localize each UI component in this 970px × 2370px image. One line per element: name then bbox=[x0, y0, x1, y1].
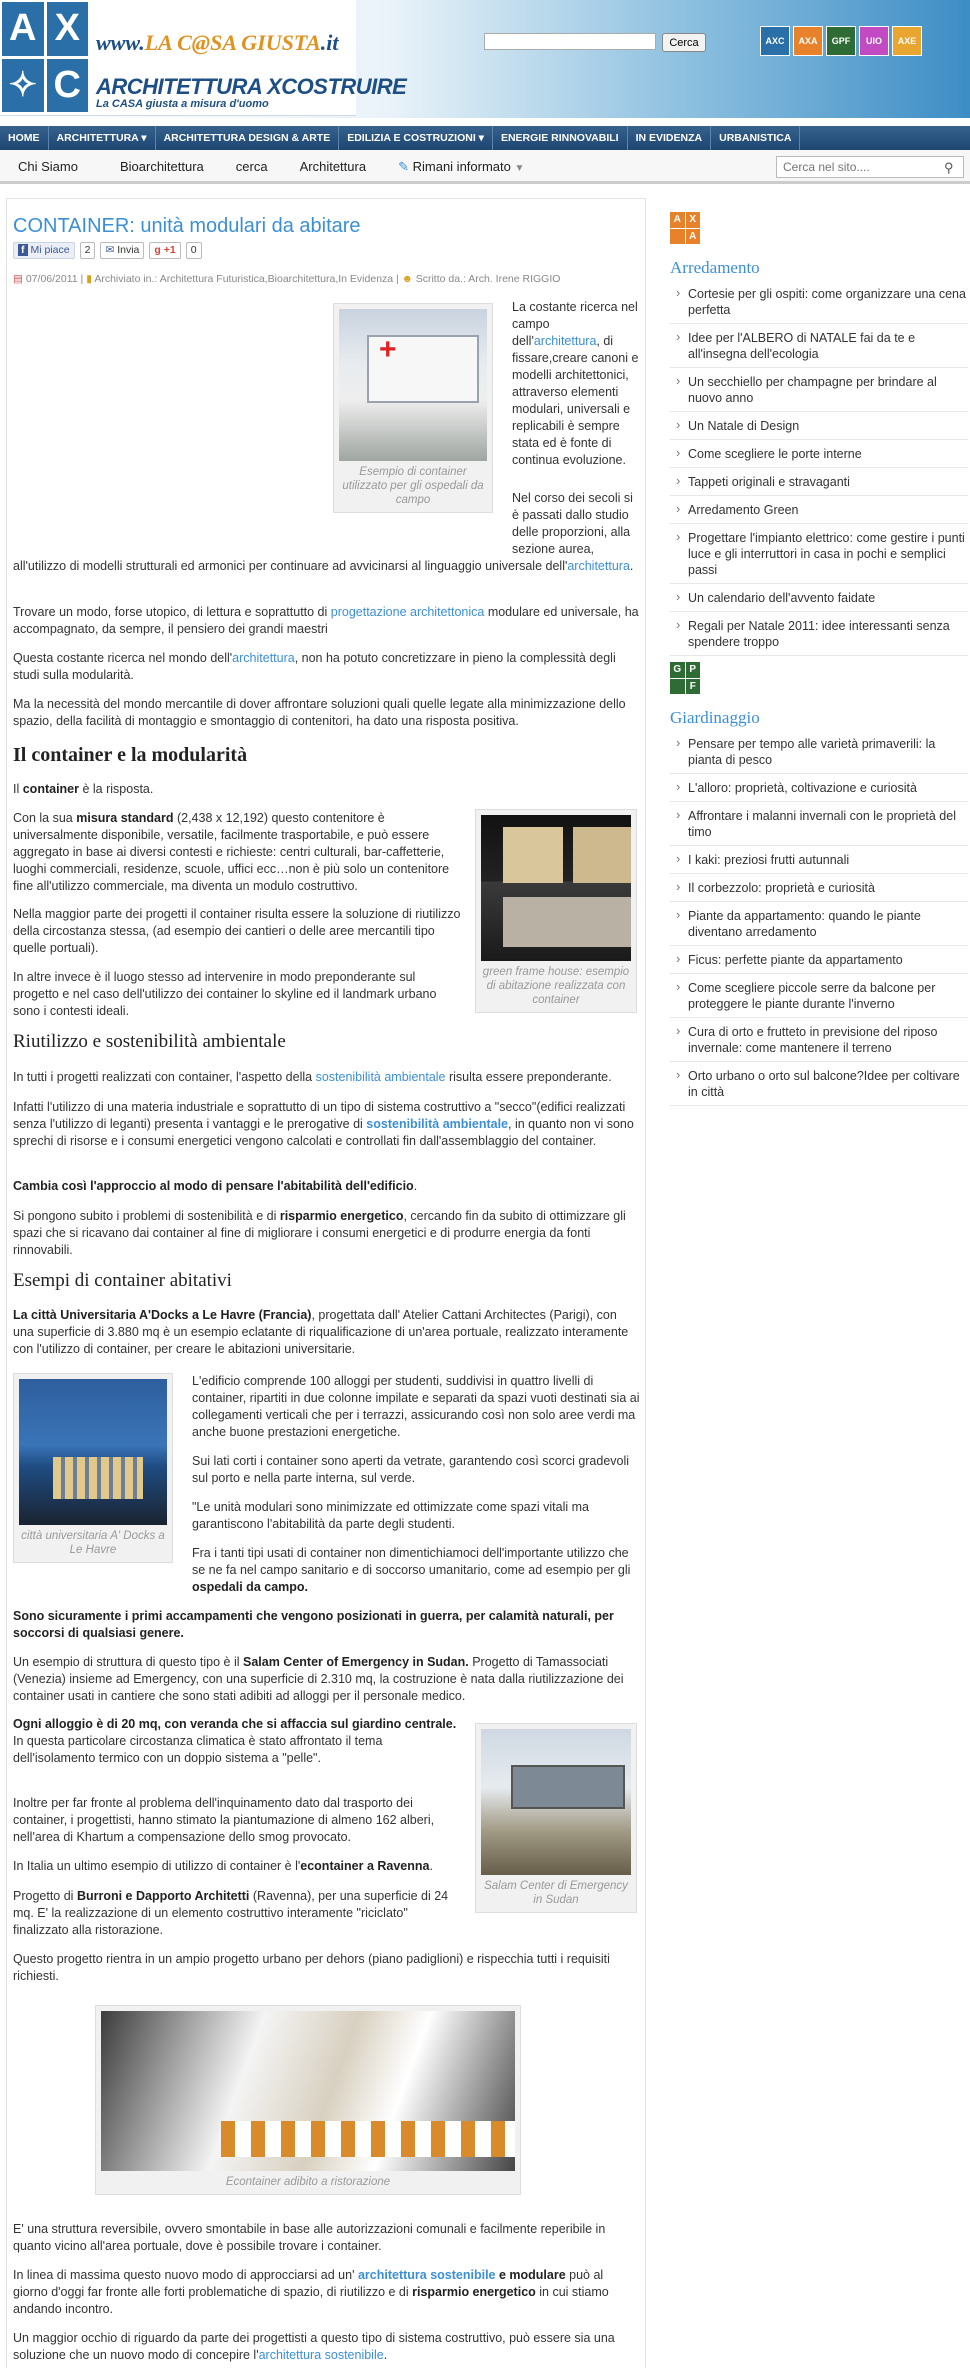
paragraph: Un esempio di struttura di questo tipo è il Salam Center of Emergency in Sudan. Progetto di Tamassociati (Venezia) insieme ad Emergency, con una superficie di 2.310 mq, la costruzione è nata dalla riutilizzazione dei container usati in cantiere che sono stati adibiti ad alloggi per il personale medico. bbox=[13, 1655, 624, 1703]
google-plus-button[interactable]: g +1 bbox=[149, 242, 180, 259]
field-hospital-container-image[interactable] bbox=[339, 309, 487, 461]
link-architettura-sostenibile[interactable]: architettura sostenibile bbox=[357, 2268, 496, 2282]
nav-home[interactable]: HOME bbox=[0, 126, 49, 150]
axa-site-icon[interactable]: AXA bbox=[793, 26, 823, 56]
paragraph: Fra i tanti tipi usati di container non dimentichiamoci dell'importante utilizzo che se ne fa nel campo sanitario e di soccorso umanitario, come ad esempio per gli ospedali da campo. bbox=[192, 1546, 631, 1594]
paragraph: Ogni alloggio è di 20 mq, con veranda che si affaccia sul giardino centrale. In questa particolare circostanza climatica è stato affrontato il tema dell'isolamento termico con un doppio sistema a "pelle". bbox=[13, 1717, 457, 1765]
axc-logo-mark bbox=[2, 2, 88, 112]
article-title[interactable]: CONTAINER: unità modulari da abitare bbox=[13, 215, 361, 237]
giardinaggio-list bbox=[670, 730, 968, 1106]
list-item[interactable]: › Pensare per tempo alle varietà primaverili: la pianta di pesco bbox=[670, 730, 968, 774]
uio-site-icon[interactable]: UIO bbox=[859, 26, 889, 56]
invia-button[interactable] bbox=[100, 242, 144, 259]
logo-name: ARCHITETTURA XCOSTRUIRE bbox=[96, 74, 407, 99]
nav-in-evidenza[interactable]: IN EVIDENZA bbox=[628, 126, 712, 150]
nav-urbanistica[interactable]: URBANISTICA bbox=[711, 126, 800, 150]
subnav-cerca[interactable]: cerca bbox=[235, 159, 268, 174]
axa-logo[interactable] bbox=[670, 212, 700, 244]
nav-architettura-design-arte[interactable]: ARCHITETTURA DESIGN & ARTE bbox=[156, 126, 340, 150]
paragraph: Un maggior occhio di riguardo da parte dei progettisti a questo tipo di sistema costruttivo, può essere sia una soluzione che un nuovo modo di concepire l'architettura sostenibile. bbox=[13, 2331, 615, 2362]
list-item[interactable]: › Cortesie per gli ospiti: come organizzare una cena perfetta bbox=[670, 280, 968, 324]
paragraph: E' una struttura reversibile, ovvero smontabile in base alle autorizzazioni comunali e facilmente reperibile in quanto vicino all'area portuale, dove è possibile trovare i container. bbox=[13, 2222, 606, 2253]
gpf-logo[interactable] bbox=[670, 662, 700, 694]
logo-letter-x: X bbox=[47, 2, 89, 56]
figure-caption: città universitaria A' Docks a Le Havre bbox=[21, 1530, 165, 1556]
link-architettura[interactable]: architettura bbox=[567, 559, 630, 573]
like-count: 2 bbox=[80, 242, 96, 259]
list-item[interactable]: › Come scegliere piccole serre da balcone per proteggere le piante durante l'inverno bbox=[670, 974, 968, 1018]
author-icon: ☻ bbox=[401, 273, 413, 285]
facebook-like-button[interactable]: f Mi piace bbox=[13, 242, 75, 259]
post-author[interactable]: Arch. Irene RIGGIO bbox=[468, 273, 561, 285]
logo-letter-a: A bbox=[2, 2, 44, 56]
paragraph: In altre invece è il luogo stesso ad intervenire in modo preponderante sul progetto e nel caso dell'utilizzo dei container lo skyline ed il landmark urbano sono i contesti ideali. bbox=[13, 970, 437, 1018]
figure-caption: Esempio di container utilizzato per gli ospedali da campo bbox=[342, 466, 484, 506]
link-architettura-sostenibile[interactable]: architettura sostenibile bbox=[258, 2348, 384, 2362]
paragraph: Sui lati corti i container sono aperti da vetrate, garantendo così scorci gradevoli sul porto e nella parte interna, sul verde. bbox=[192, 1454, 630, 1485]
header-search-input[interactable] bbox=[484, 33, 656, 50]
calendar-icon: ▤ bbox=[13, 273, 23, 285]
sidebar-title-giardinaggio[interactable]: Giardinaggio bbox=[670, 708, 760, 727]
paragraph: Nel corso dei secoli si è passati dallo studio delle proporzioni, alla sezione aurea, bbox=[512, 491, 633, 556]
invia-label: Invia bbox=[117, 244, 140, 256]
paragraph: Cambia così l'approccio al modo di pensare l'abitabilità dell'edificio. bbox=[13, 1179, 418, 1193]
list-item[interactable]: › Arredamento Green bbox=[670, 496, 968, 524]
network-sites bbox=[760, 26, 922, 56]
axe-site-icon[interactable]: AXE bbox=[892, 26, 922, 56]
paragraph: Il container è la risposta. bbox=[13, 782, 154, 796]
link-architettura[interactable]: architettura bbox=[533, 334, 597, 348]
link-progettazione-architettonica[interactable]: progettazione architettonica bbox=[330, 605, 485, 619]
plus-count: 0 bbox=[186, 242, 202, 259]
list-item[interactable]: › Piante da appartamento: quando le piante diventano arredamento bbox=[670, 902, 968, 946]
econtainer-restaurant-image[interactable] bbox=[101, 2011, 515, 2171]
subnav-rimani-informato-label: Rimani informato bbox=[412, 159, 511, 174]
paragraph: Trovare un modo, forse utopico, di lettura e soprattutto di progettazione architettonica modulare ed universale, ha accompagnato, da sempre, il pensiero dei grandi maestri bbox=[13, 605, 639, 636]
mail-icon: ✉ bbox=[105, 244, 115, 256]
logo-url bbox=[96, 30, 339, 56]
header-search-button[interactable]: Cerca bbox=[662, 33, 706, 52]
paragraph: Questa costante ricerca nel mondo dell'architettura, non ha potuto concretizzare in pieno la complessità degli studi sulla modularità. bbox=[13, 651, 616, 682]
list-item[interactable]: › Un Natale di Design bbox=[670, 412, 968, 440]
logo-letter: F bbox=[686, 679, 701, 695]
subnav-bioarchitettura[interactable]: Bioarchitettura bbox=[119, 159, 204, 174]
list-item[interactable]: › I kaki: preziosi frutti autunnali bbox=[670, 846, 968, 874]
post-date: 07/06/2011 bbox=[25, 273, 78, 285]
paragraph: "Le unità modulari sono minimizzate ed ottimizzate come spazi vitali ma garantiscono l'abitabilità da parte degli studenti. bbox=[192, 1500, 589, 1531]
paragraph: In tutti i progetti realizzati con container, l'aspetto della sostenibilità ambientale risulta essere preponderante. bbox=[13, 1070, 612, 1084]
green-frame-house-image[interactable] bbox=[481, 815, 631, 961]
site-logo[interactable] bbox=[0, 0, 407, 116]
list-item[interactable]: › Progettare l'impianto elettrico: come gestire i punti luce e gli interruttori in casa in pochi e semplici passi bbox=[670, 524, 968, 584]
figure-caption: green frame house: esempio di abitazione realizzata con container bbox=[482, 966, 630, 1006]
subnav-architettura[interactable]: Architettura bbox=[299, 159, 367, 174]
logo-url-prefix: www. bbox=[96, 30, 145, 55]
figure-caption: Econtainer adibito a ristorazione bbox=[225, 2176, 391, 2188]
logo-letter: G bbox=[670, 662, 685, 678]
paragraph: Questo progetto rientra in un ampio progetto urbano per dehors (piano padiglioni) e rispecchia tutti i requisiti richiesti. bbox=[13, 1952, 610, 1983]
list-item[interactable]: › Un calendario dell'avvento faidate bbox=[670, 584, 968, 612]
main-nav bbox=[0, 126, 970, 150]
list-item[interactable]: › Idee per l'ALBERO di NATALE fai da te e all'insegna dell'ecologia bbox=[670, 324, 968, 368]
logo-letter: A bbox=[686, 229, 701, 245]
figure-salam-center bbox=[475, 1723, 637, 1913]
post-categories[interactable]: Architettura Futuristica,Bioarchitettura,In Evidenza bbox=[159, 273, 394, 285]
nav-edilizia-costruzioni[interactable]: EDILIZIA E COSTRUZIONI ▾ bbox=[339, 126, 493, 150]
list-item[interactable]: › L'alloro: proprietà, coltivazione e curiosità bbox=[670, 774, 968, 802]
logo-letter: A bbox=[670, 212, 685, 228]
logo-url-brand: LA C@SA GIUSTA bbox=[144, 30, 321, 55]
a-docks-le-havre-image[interactable] bbox=[19, 1379, 167, 1525]
paragraph: Sono sicuramente i primi accampamenti che vengono posizionati in guerra, per calamità naturali, per soccorsi di qualsiasi genere. bbox=[13, 1609, 614, 1640]
list-item[interactable]: › Ficus: perfette piante da appartamento bbox=[670, 946, 968, 974]
list-item[interactable]: › Regali per Natale 2011: idee interessanti senza spendere troppo bbox=[670, 612, 968, 656]
arredamento-list bbox=[670, 280, 968, 656]
tree-icon: ✧ bbox=[2, 59, 44, 113]
gpf-site-icon[interactable]: GPF bbox=[826, 26, 856, 56]
section-heading: Il container e la modularità bbox=[13, 744, 248, 766]
logo-letter bbox=[670, 229, 685, 245]
section-heading: Riutilizzo e sostenibilità ambientale bbox=[13, 1031, 286, 1052]
list-item[interactable]: › Tappeti originali e stravaganti bbox=[670, 468, 968, 496]
author-label: Scritto da.: bbox=[415, 273, 466, 285]
paragraph: La costante ricerca nel campo dell'architettura, di fissare,creare canoni e modelli architettonici, attraverso elementi modulari, universali e replicabili è sempre stata ed è fonte di continua evoluzione. bbox=[512, 300, 639, 467]
list-item[interactable]: › Cura di orto e frutteto in previsione del riposo invernale: come mantenere il terreno bbox=[670, 1018, 968, 1062]
paragraph: Inoltre per far fronte al problema dell'inquinamento dato dal trasporto dei container, i progettisti, hanno stimato la piantumazione di almeno 162 alberi, nell'area di Khartum a compensazione dello smog provocato. bbox=[13, 1796, 435, 1844]
list-item[interactable]: › Affrontare i malanni invernali con le proprietà del timo bbox=[670, 802, 968, 846]
subnav-rimani-informato[interactable] bbox=[382, 150, 540, 181]
paragraph: Si pongono subito i problemi di sostenibilità e di risparmio energetico, cercando fin da subito di ottimizzare gli spazi che si ricavano dai container al fine di migliorare i consumi energetici e di produrre energia da fonti rinnovabili. bbox=[13, 1209, 626, 1257]
list-item[interactable]: › Orto urbano o orto sul balcone?Idee per coltivare in città bbox=[670, 1062, 968, 1106]
list-item[interactable]: › Un secchiello per champagne per brindare al nuovo anno bbox=[670, 368, 968, 412]
link-sostenibilita-ambientale[interactable]: sostenibilità ambientale bbox=[366, 1117, 509, 1131]
logo-letter: X bbox=[686, 212, 701, 228]
paragraph: Progetto di Burroni e Dapporto Architetti (Ravenna), per una superficie di 24 mq. E' la realizzazione di un elemento costruttivo interamente "riciclato" finalizzato alla ristorazione. bbox=[13, 1889, 449, 1937]
nav-architettura[interactable]: ARCHITETTURA ▾ bbox=[49, 126, 156, 150]
link-architettura[interactable]: architettura bbox=[232, 651, 295, 665]
article bbox=[6, 198, 646, 2368]
figure-econtainer bbox=[95, 2005, 521, 2195]
folder-icon: ▮ bbox=[86, 273, 92, 285]
site-header bbox=[0, 0, 970, 118]
section-heading: Esempi di container abitativi bbox=[13, 1270, 232, 1291]
nav-energie-rinnovabili[interactable]: ENERGIE RINNOVABILI bbox=[493, 126, 628, 150]
archived-label: Archiviato in.: bbox=[94, 273, 158, 285]
sidebar-title-arredamento[interactable]: Arredamento bbox=[670, 258, 760, 277]
figure-field-hospital bbox=[333, 303, 493, 513]
chevron-down-icon: ▼ bbox=[514, 163, 525, 174]
logo-letter: P bbox=[686, 662, 701, 678]
list-item[interactable]: › Il corbezzolo: proprietà e curiosità bbox=[670, 874, 968, 902]
paragraph: La città Universitaria A'Docks a Le Havre (Francia), progettata dall' Atelier Cattani Architectes (Parigi), con una superficie di 3.880 mq è un esempio eclatante di riqualificazione di un'area portuale, realizzato interamente con l'utilizzo di container, per creare le abitazioni universitarie. bbox=[13, 1308, 629, 1356]
figure-a-docks bbox=[13, 1373, 173, 1563]
paragraph: Nella maggior parte dei progetti il container risulta essere la soluzione di riutilizzo della circostanza stessa, (ad esempio dei cantieri o delle aree mercantili tipo quelle portuali). bbox=[13, 907, 461, 955]
paragraph: Infatti l'utilizzo di una materia industriale e soprattutto di un tipo di sistema costruttivo a "secco"(edifici realizzati senza l'utilizzo di leganti) presenta i vantaggi e le prerogative di sostenibilità ambientale, in quanto non vi sono sprechi di risorse e i consumi energetici vengono calcolati e controllati fin dall'assemblaggio del container. bbox=[13, 1100, 634, 1148]
logo-letter bbox=[670, 679, 685, 695]
paragraph: all'utilizzo di modelli strutturali ed armonici per continuare ad avvicinarsi al linguaggio universale dell'architettura. bbox=[13, 559, 634, 573]
paragraph: L'edificio comprende 100 alloggi per studenti, suddivisi in quattro livelli di container, ripartiti in due colonne impilate e separati da spazi vuoti destinati sia ai collegamenti verticali che per i terrazzi, assicurando così non solo aree verdi ma anche buone prestazioni energetiche. bbox=[192, 1374, 640, 1439]
site-search-input[interactable] bbox=[776, 156, 964, 178]
article-meta: ▤ 07/06/2011 | ▮ Archiviato in.: Architettura Futuristica,Bioarchitettura,In Evidenza | ☻ Scritto da.: Arch. Irene RIGGIO bbox=[13, 273, 561, 285]
logo-letter-c: C bbox=[47, 59, 89, 113]
list-item[interactable]: › Come scegliere le porte interne bbox=[670, 440, 968, 468]
google-plus-label: +1 bbox=[163, 244, 176, 256]
logo-tagline: La CASA giusta a misura d'uomo bbox=[96, 98, 269, 110]
paragraph: In Italia un ultimo esempio di utilizzo di container è l'econtainer a Ravenna. bbox=[13, 1859, 433, 1873]
paragraph: Con la sua misura standard (2,438 x 12,192) questo contenitore è universalmente disponibile, versatile, facilmente trasportabile, e può essere aggregato in base ai diversi contesti e richieste: centri culturali, bar-caffetterie, luoghi commerciali, residenze, scuole, uffici ecc…non è più solo un contenitore fine all'utilizzo commerciale, ma diventa un modulo costruttivo. bbox=[13, 811, 450, 893]
search-icon[interactable]: ⚲ bbox=[944, 160, 954, 175]
salam-center-image[interactable] bbox=[481, 1729, 631, 1875]
feed-icon: ✎ bbox=[398, 159, 409, 174]
figure-green-frame-house bbox=[475, 809, 637, 1013]
paragraph: In linea di massima questo nuovo modo di approcciarsi ad un' architettura sostenibile e modulare può al giorno d'oggi far fronte alle forti problematiche di spazio, di riutilizzo e di risparmio energetico in cui stiamo andando incontro. bbox=[13, 2268, 609, 2316]
figure-caption: Salam Center di Emergency in Sudan bbox=[484, 1880, 628, 1906]
axc-site-icon[interactable]: AXC bbox=[760, 26, 790, 56]
logo-url-suffix: .it bbox=[320, 30, 339, 55]
subnav-chi-siamo[interactable]: Chi Siamo bbox=[18, 159, 78, 174]
paragraph: Ma la necessità del mondo mercantile di dover affrontare soluzioni quali quelle legate alla minimizzazione dello spazio, della facilità di montaggio e smontaggio di contenitori, ha dato una risposta positiva. bbox=[13, 697, 626, 728]
share-bar bbox=[13, 242, 202, 259]
link-sostenibilita-ambientale[interactable]: sostenibilità ambientale bbox=[315, 1070, 446, 1084]
